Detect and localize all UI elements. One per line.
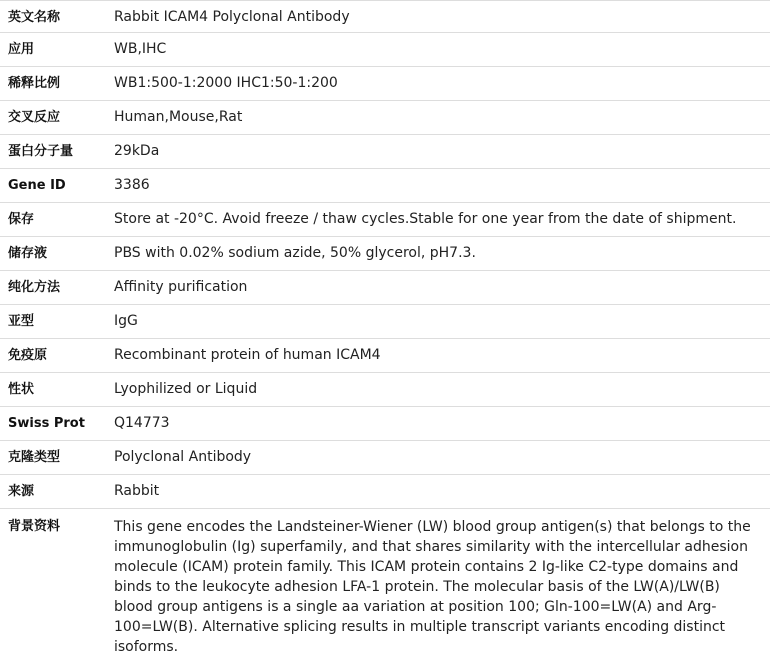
row-background xyxy=(0,509,770,657)
row-label: 亚型 xyxy=(8,314,35,329)
row-immunogen xyxy=(0,339,770,373)
row-label: 克隆类型 xyxy=(8,450,61,465)
row-label: 背景资料 xyxy=(8,519,61,534)
row-isotype xyxy=(0,305,770,339)
row-label: 保存 xyxy=(8,212,35,227)
row-purification xyxy=(0,271,770,305)
row-host xyxy=(0,475,770,509)
row-value: Human,Mouse,Rat xyxy=(114,109,243,125)
row-value: This gene encodes the Landsteiner-Wiener (LW) blood group antigen(s) that belongs to the immunoglobulin (Ig) superfamily, and that shares similarity with the intercellular adhesion molecule (ICAM) protein family. This ICAM protein contains 2 Ig-like C2-type domains and binds to the leukocyte adhesion LFA-1 protein. The molecular basis of the LW(A)/LW(B) blood group antigens is a single aa variation at position 100; Gln-100=LW(A) and Arg-100=LW(B). Alternative splicing results in multiple transcript variants encoding distinct isoforms. xyxy=(114,519,751,655)
row-label: 纯化方法 xyxy=(8,280,61,295)
row-label: 应用 xyxy=(8,42,35,57)
row-application xyxy=(0,33,770,67)
row-storage xyxy=(0,203,770,237)
row-molecular-weight xyxy=(0,135,770,169)
row-cross-reactivity xyxy=(0,101,770,135)
row-value: Rabbit ICAM4 Polyclonal Antibody xyxy=(114,9,350,25)
row-dilution xyxy=(0,67,770,101)
row-value: Polyclonal Antibody xyxy=(114,449,252,465)
row-storage-buffer xyxy=(0,237,770,271)
row-value: WB,IHC xyxy=(114,41,167,57)
row-label: 交叉反应 xyxy=(8,110,61,125)
row-label: Gene ID xyxy=(8,178,66,193)
row-gene-id xyxy=(0,169,770,203)
row-value: 3386 xyxy=(114,177,150,193)
row-value: WB1:500-1:2000 IHC1:50-1:200 xyxy=(114,75,338,91)
row-value: PBS with 0.02% sodium azide, 50% glycerol, pH7.3. xyxy=(114,245,476,261)
row-clonality xyxy=(0,441,770,475)
row-value: Recombinant protein of human ICAM4 xyxy=(114,347,381,363)
row-swiss-prot xyxy=(0,407,770,441)
row-label: 免疫原 xyxy=(8,348,48,363)
row-label: 蛋白分子量 xyxy=(8,144,74,159)
row-label: 来源 xyxy=(8,484,35,499)
row-label: Swiss Prot xyxy=(8,416,85,431)
row-label: 性状 xyxy=(8,382,35,397)
row-label: 稀释比例 xyxy=(8,76,61,91)
row-label: 英文名称 xyxy=(8,10,61,25)
row-label: 储存液 xyxy=(8,246,48,261)
row-form xyxy=(0,373,770,407)
row-value: Q14773 xyxy=(114,415,170,431)
row-value: Lyophilized or Liquid xyxy=(114,381,258,397)
row-english-name xyxy=(0,0,770,33)
row-value: Rabbit xyxy=(114,483,160,499)
row-value: IgG xyxy=(114,313,138,329)
row-value: Affinity purification xyxy=(114,279,248,295)
row-value: 29kDa xyxy=(114,143,160,159)
row-value: Store at -20°C. Avoid freeze / thaw cycles.Stable for one year from the date of shipment. xyxy=(114,211,737,227)
